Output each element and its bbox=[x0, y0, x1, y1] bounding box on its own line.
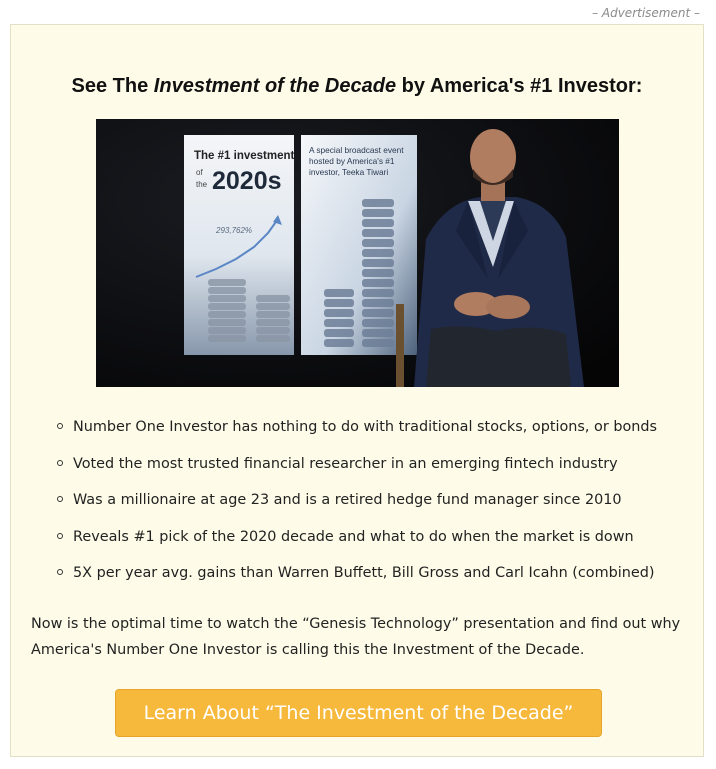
screen-panel-left bbox=[184, 135, 295, 355]
ad-container bbox=[10, 24, 704, 757]
video-thumbnail[interactable] bbox=[96, 119, 619, 387]
list-item: Reveals #1 pick of the 2020 decade and what to do when the market is down bbox=[53, 525, 693, 562]
panel-right-line-3: investor, Teeka Tiwari bbox=[309, 167, 389, 177]
list-item: 5X per year avg. gains than Warren Buffett, Bill Gross and Carl Icahn (combined) bbox=[53, 561, 693, 598]
learn-more-button[interactable]: Learn About “The Investment of the Decade” bbox=[115, 689, 602, 737]
headline-suffix: : bbox=[635, 75, 643, 97]
panel-left-year: 2020s bbox=[212, 167, 282, 195]
panel-left-title: The #1 investment bbox=[194, 150, 295, 162]
body-paragraph: Now is the optimal time to watch the “Genesis Technology” presentation and find out why America's Number One Investor is calling this the Investment of the Decade. bbox=[31, 616, 681, 658]
video-scene bbox=[96, 119, 619, 387]
panel-right-line-2: hosted by America's #1 bbox=[309, 156, 395, 166]
list-item: Voted the most trusted financial researcher in an emerging fintech industry bbox=[53, 452, 693, 489]
headline-prefix: See The bbox=[71, 75, 154, 97]
headline-bold: America's #1 Investor bbox=[429, 75, 636, 97]
list-item: Was a millionaire at age 23 and is a retired hedge fund manager since 2010 bbox=[53, 488, 693, 525]
headline-middle: by bbox=[396, 75, 430, 97]
panel-left-of: of bbox=[196, 168, 203, 177]
panel-left-the: the bbox=[196, 180, 208, 189]
panel-left-percent: 293,762% bbox=[216, 226, 253, 235]
benefit-list bbox=[53, 415, 693, 598]
advertisement-label: – Advertisement – bbox=[592, 6, 700, 20]
headline-italic: Investment of the Decade bbox=[153, 75, 397, 97]
panel-right-line-1: A special broadcast event bbox=[309, 145, 404, 155]
list-item: Number One Investor has nothing to do with traditional stocks, options, or bonds bbox=[53, 415, 693, 452]
headline bbox=[11, 75, 703, 98]
